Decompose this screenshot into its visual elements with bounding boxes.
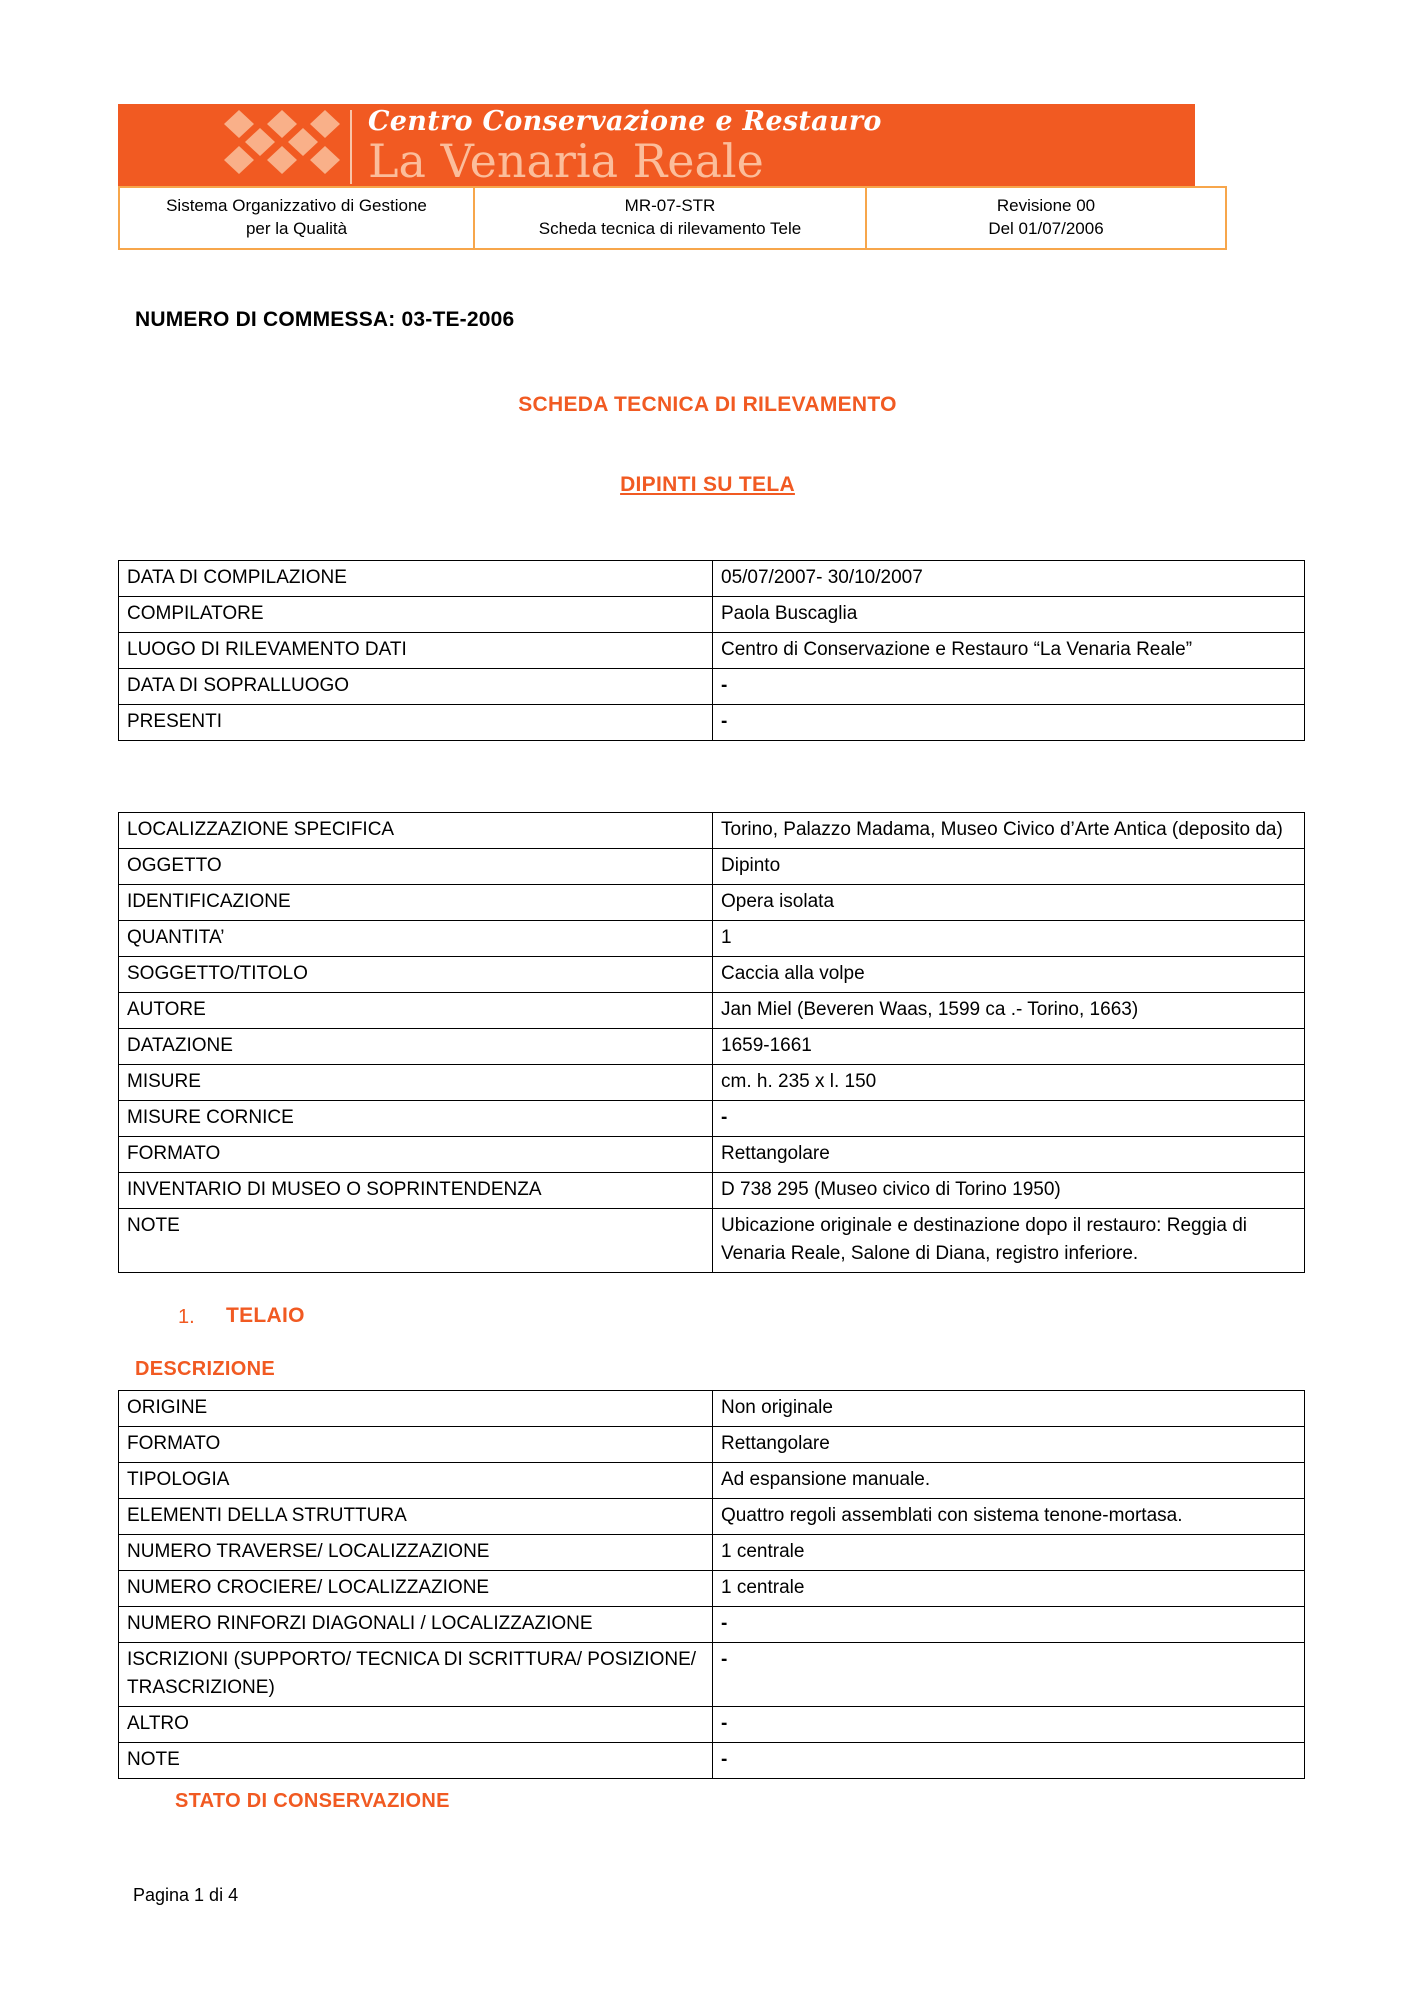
row-value: Centro di Conservazione e Restauro “La Venaria Reale”: [713, 633, 1305, 669]
row-label: NOTE: [119, 1209, 713, 1273]
row-label: NUMERO TRAVERSE/ LOCALIZZAZIONE: [119, 1535, 713, 1571]
row-label: LOCALIZZAZIONE SPECIFICA: [119, 813, 713, 849]
row-label: AUTORE: [119, 993, 713, 1029]
header-code-line1: MR-07-STR: [624, 196, 716, 215]
table-compilazione: [118, 560, 1305, 741]
table-row: [119, 1643, 1305, 1707]
header-revision-line1: Revisione 00: [996, 196, 1096, 215]
header-revision-line2: Del 01/07/2006: [988, 219, 1104, 238]
row-label: DATA DI COMPILAZIONE: [119, 561, 713, 597]
header-system-line2: per la Qualità: [245, 219, 348, 238]
row-label: DATAZIONE: [119, 1029, 713, 1065]
row-value: -: [713, 1643, 1305, 1707]
row-value: 05/07/2007- 30/10/2007: [713, 561, 1305, 597]
table-row: [119, 633, 1305, 669]
commessa-number: NUMERO DI COMMESSA: 03-TE-2006: [135, 308, 515, 331]
table-row: [119, 1173, 1305, 1209]
row-value: cm. h. 235 x l. 150: [713, 1065, 1305, 1101]
label-descrizione: DESCRIZIONE: [135, 1358, 275, 1380]
logo-divider: [350, 110, 352, 184]
header-cell-revision: [866, 187, 1226, 249]
table-row: [119, 1391, 1305, 1427]
page-title: SCHEDA TECNICA DI RILEVAMENTO: [518, 393, 897, 416]
header-code-line2: Scheda tecnica di rilevamento Tele: [538, 219, 802, 238]
table-telaio-descrizione: [118, 1390, 1305, 1779]
row-label: MISURE: [119, 1065, 713, 1101]
row-value: 1 centrale: [713, 1535, 1305, 1571]
table-row: [119, 813, 1305, 849]
table-row: [119, 1499, 1305, 1535]
row-label: MISURE CORNICE: [119, 1101, 713, 1137]
row-value: Ad espansione manuale.: [713, 1463, 1305, 1499]
row-label: FORMATO: [119, 1137, 713, 1173]
table-oggetto: [118, 812, 1305, 1273]
row-label: LUOGO DI RILEVAMENTO DATI: [119, 633, 713, 669]
row-value: 1 centrale: [713, 1571, 1305, 1607]
table-row: [119, 597, 1305, 633]
row-label: FORMATO: [119, 1427, 713, 1463]
table-row: [119, 1607, 1305, 1643]
row-value: Paola Buscaglia: [713, 597, 1305, 633]
row-value: Torino, Palazzo Madama, Museo Civico d’Arte Antica (deposito da): [713, 813, 1305, 849]
row-label: SOGGETTO/TITOLO: [119, 957, 713, 993]
table-row: [119, 1101, 1305, 1137]
row-value: Jan Miel (Beveren Waas, 1599 ca .- Torino, 1663): [713, 993, 1305, 1029]
row-label: PRESENTI: [119, 705, 713, 741]
page-footer: Pagina 1 di 4: [133, 1885, 239, 1905]
table-row: [119, 705, 1305, 741]
header-system-line1: Sistema Organizzativo di Gestione: [166, 196, 427, 215]
row-value: 1: [713, 921, 1305, 957]
row-label: ALTRO: [119, 1707, 713, 1743]
row-value: -: [713, 1707, 1305, 1743]
row-value: 1659-1661: [713, 1029, 1305, 1065]
row-value: Rettangolare: [713, 1137, 1305, 1173]
row-label: QUANTITA’: [119, 921, 713, 957]
row-value: -: [713, 1607, 1305, 1643]
row-label: ISCRIZIONI (SUPPORTO/ TECNICA DI SCRITTURA/ POSIZIONE/ TRASCRIZIONE): [119, 1643, 713, 1707]
page-subtitle-text: DIPINTI SU TELA: [620, 473, 795, 496]
row-value: -: [713, 1101, 1305, 1137]
table-row: [119, 561, 1305, 597]
row-value: -: [713, 705, 1305, 741]
diamond-pattern-icon: [218, 104, 346, 186]
table-row: [119, 957, 1305, 993]
section-number-telaio: 1.: [178, 1306, 195, 1328]
row-label: NUMERO CROCIERE/ LOCALIZZAZIONE: [119, 1571, 713, 1607]
row-label: ORIGINE: [119, 1391, 713, 1427]
table-row: [119, 669, 1305, 705]
table-row: [119, 1463, 1305, 1499]
table-row: [119, 1137, 1305, 1173]
table-row: [119, 1535, 1305, 1571]
table-row: [119, 1029, 1305, 1065]
row-value: Quattro regoli assemblati con sistema tenone-mortasa.: [713, 1499, 1305, 1535]
table-row: [119, 993, 1305, 1029]
row-value: Non originale: [713, 1391, 1305, 1427]
table-row: [119, 1065, 1305, 1101]
table-row: [119, 1427, 1305, 1463]
row-value: Ubicazione originale e destinazione dopo il restauro: Reggia di Venaria Reale, Salone di Diana, registro inferiore.: [713, 1209, 1305, 1273]
table-row: [119, 1209, 1305, 1273]
table-row: [119, 1571, 1305, 1607]
row-value: Opera isolata: [713, 885, 1305, 921]
header-row: [119, 187, 1226, 249]
row-value: Rettangolare: [713, 1427, 1305, 1463]
row-label: INVENTARIO DI MUSEO O SOPRINTENDENZA: [119, 1173, 713, 1209]
row-value: Caccia alla volpe: [713, 957, 1305, 993]
row-label: COMPILATORE: [119, 597, 713, 633]
section-title-telaio: TELAIO: [226, 1304, 305, 1327]
row-label: IDENTIFICAZIONE: [119, 885, 713, 921]
table-row: [119, 885, 1305, 921]
table-row: [119, 1743, 1305, 1779]
document-header-table: [118, 186, 1227, 250]
row-value: Dipinto: [713, 849, 1305, 885]
row-label: OGGETTO: [119, 849, 713, 885]
logo-banner: [118, 104, 1195, 186]
page-subtitle: [0, 473, 1415, 497]
row-label: DATA DI SOPRALLUOGO: [119, 669, 713, 705]
table-row: [119, 921, 1305, 957]
table-row: [119, 1707, 1305, 1743]
row-value: -: [713, 669, 1305, 705]
logo-line-1: Centro Conservazione e Restauro: [368, 106, 882, 137]
row-label: TIPOLOGIA: [119, 1463, 713, 1499]
table-row: [119, 849, 1305, 885]
row-label: ELEMENTI DELLA STRUTTURA: [119, 1499, 713, 1535]
row-value: D 738 295 (Museo civico di Torino 1950): [713, 1173, 1305, 1209]
header-cell-system: [119, 187, 474, 249]
logo-line-2: La Venaria Reale: [368, 134, 764, 186]
row-value: -: [713, 1743, 1305, 1779]
label-stato-conservazione: STATO DI CONSERVAZIONE: [175, 1790, 450, 1812]
row-label: NOTE: [119, 1743, 713, 1779]
row-label: NUMERO RINFORZI DIAGONALI / LOCALIZZAZIONE: [119, 1607, 713, 1643]
header-cell-code: [474, 187, 866, 249]
